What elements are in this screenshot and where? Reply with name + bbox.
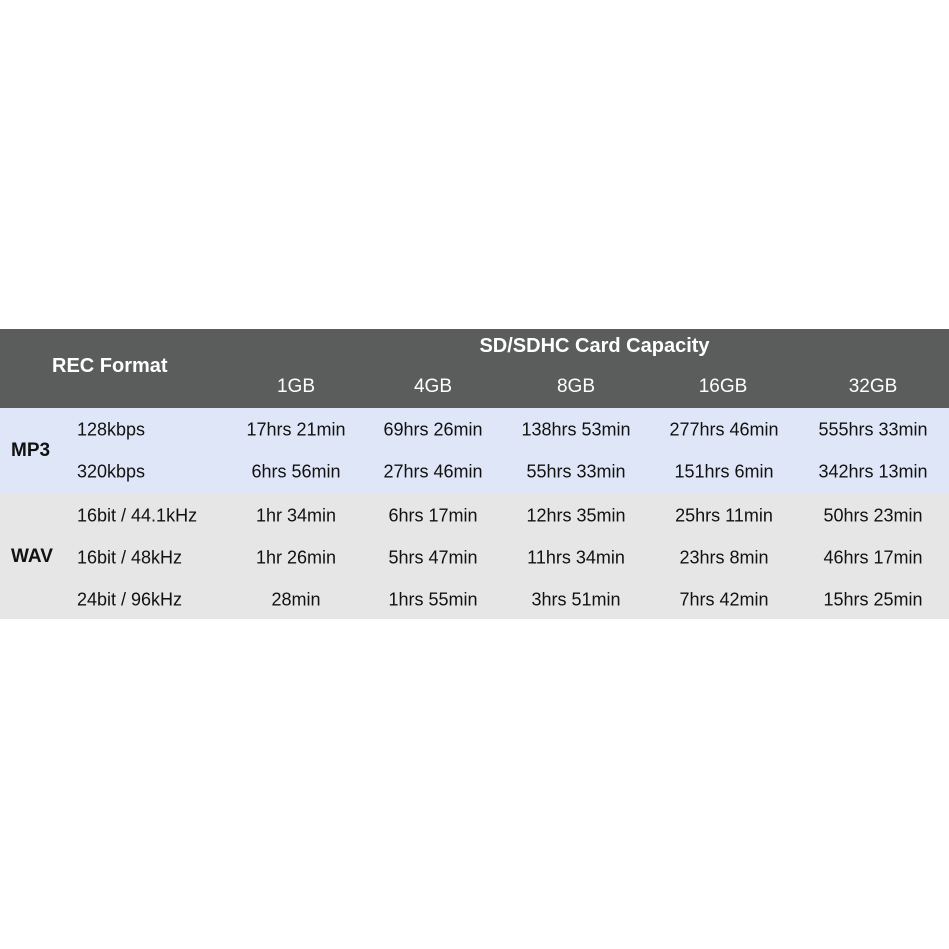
rec-format-heading: REC Format bbox=[52, 355, 168, 377]
capacity-column-8gb: 8GB bbox=[556, 376, 596, 397]
table-cell: 25hrs 11min bbox=[675, 505, 773, 526]
table-cell: 6hrs 56min bbox=[251, 461, 341, 482]
table-cell: 28min bbox=[271, 589, 321, 610]
table-cell: 12hrs 35min bbox=[526, 505, 626, 526]
table-cell: 15hrs 25min bbox=[823, 589, 923, 610]
wav-group bbox=[0, 493, 949, 619]
capacity-column-1gb: 1GB bbox=[276, 376, 316, 397]
capacity-column-4gb: 4GB bbox=[413, 376, 453, 397]
table-cell: 69hrs 26min bbox=[383, 419, 483, 440]
table-cell: 6hrs 17min bbox=[388, 505, 478, 526]
row-format-label: 128kbps bbox=[77, 419, 146, 440]
table-cell: 27hrs 46min bbox=[383, 461, 483, 482]
table-cell: 46hrs 17min bbox=[823, 547, 923, 568]
table-cell: 55hrs 33min bbox=[526, 461, 626, 482]
table-cell: 3hrs 51min bbox=[531, 589, 621, 610]
group-label-mp3: MP3 bbox=[11, 440, 51, 461]
table-cell: 151hrs 6min bbox=[674, 461, 774, 482]
table-cell: 342hrs 13min bbox=[818, 461, 928, 482]
table-row bbox=[0, 495, 949, 537]
table-row bbox=[0, 579, 949, 621]
group-label-wav: WAV bbox=[11, 546, 53, 567]
table-cell: 7hrs 42min bbox=[679, 589, 769, 610]
capacity-column-32gb: 32GB bbox=[848, 376, 898, 397]
table-cell: 1hrs 55min bbox=[388, 589, 478, 610]
table-cell: 555hrs 33min bbox=[818, 419, 928, 440]
row-format-label: 16bit / 48kHz bbox=[77, 547, 183, 568]
row-format-label: 24bit / 96kHz bbox=[77, 589, 183, 610]
table-cell: 1hr 34min bbox=[255, 505, 337, 526]
table-cell: 277hrs 46min bbox=[669, 419, 779, 440]
row-format-label: 16bit / 44.1kHz bbox=[77, 505, 198, 526]
capacity-column-16gb: 16GB bbox=[698, 376, 748, 397]
table-row bbox=[0, 409, 949, 451]
table-header bbox=[0, 329, 949, 408]
recording-time-table bbox=[0, 329, 949, 619]
card-capacity-heading: SD/SDHC Card Capacity bbox=[479, 335, 710, 357]
mp3-group bbox=[0, 408, 949, 493]
table-cell: 50hrs 23min bbox=[823, 505, 923, 526]
table-row bbox=[0, 537, 949, 579]
table-cell: 1hr 26min bbox=[255, 547, 337, 568]
table-cell: 17hrs 21min bbox=[246, 419, 346, 440]
table-cell: 138hrs 53min bbox=[521, 419, 631, 440]
table-cell: 23hrs 8min bbox=[679, 547, 769, 568]
row-format-label: 320kbps bbox=[77, 461, 146, 482]
table-row bbox=[0, 451, 949, 493]
table-cell: 5hrs 47min bbox=[388, 547, 478, 568]
table-cell: 11hrs 34min bbox=[527, 547, 625, 568]
